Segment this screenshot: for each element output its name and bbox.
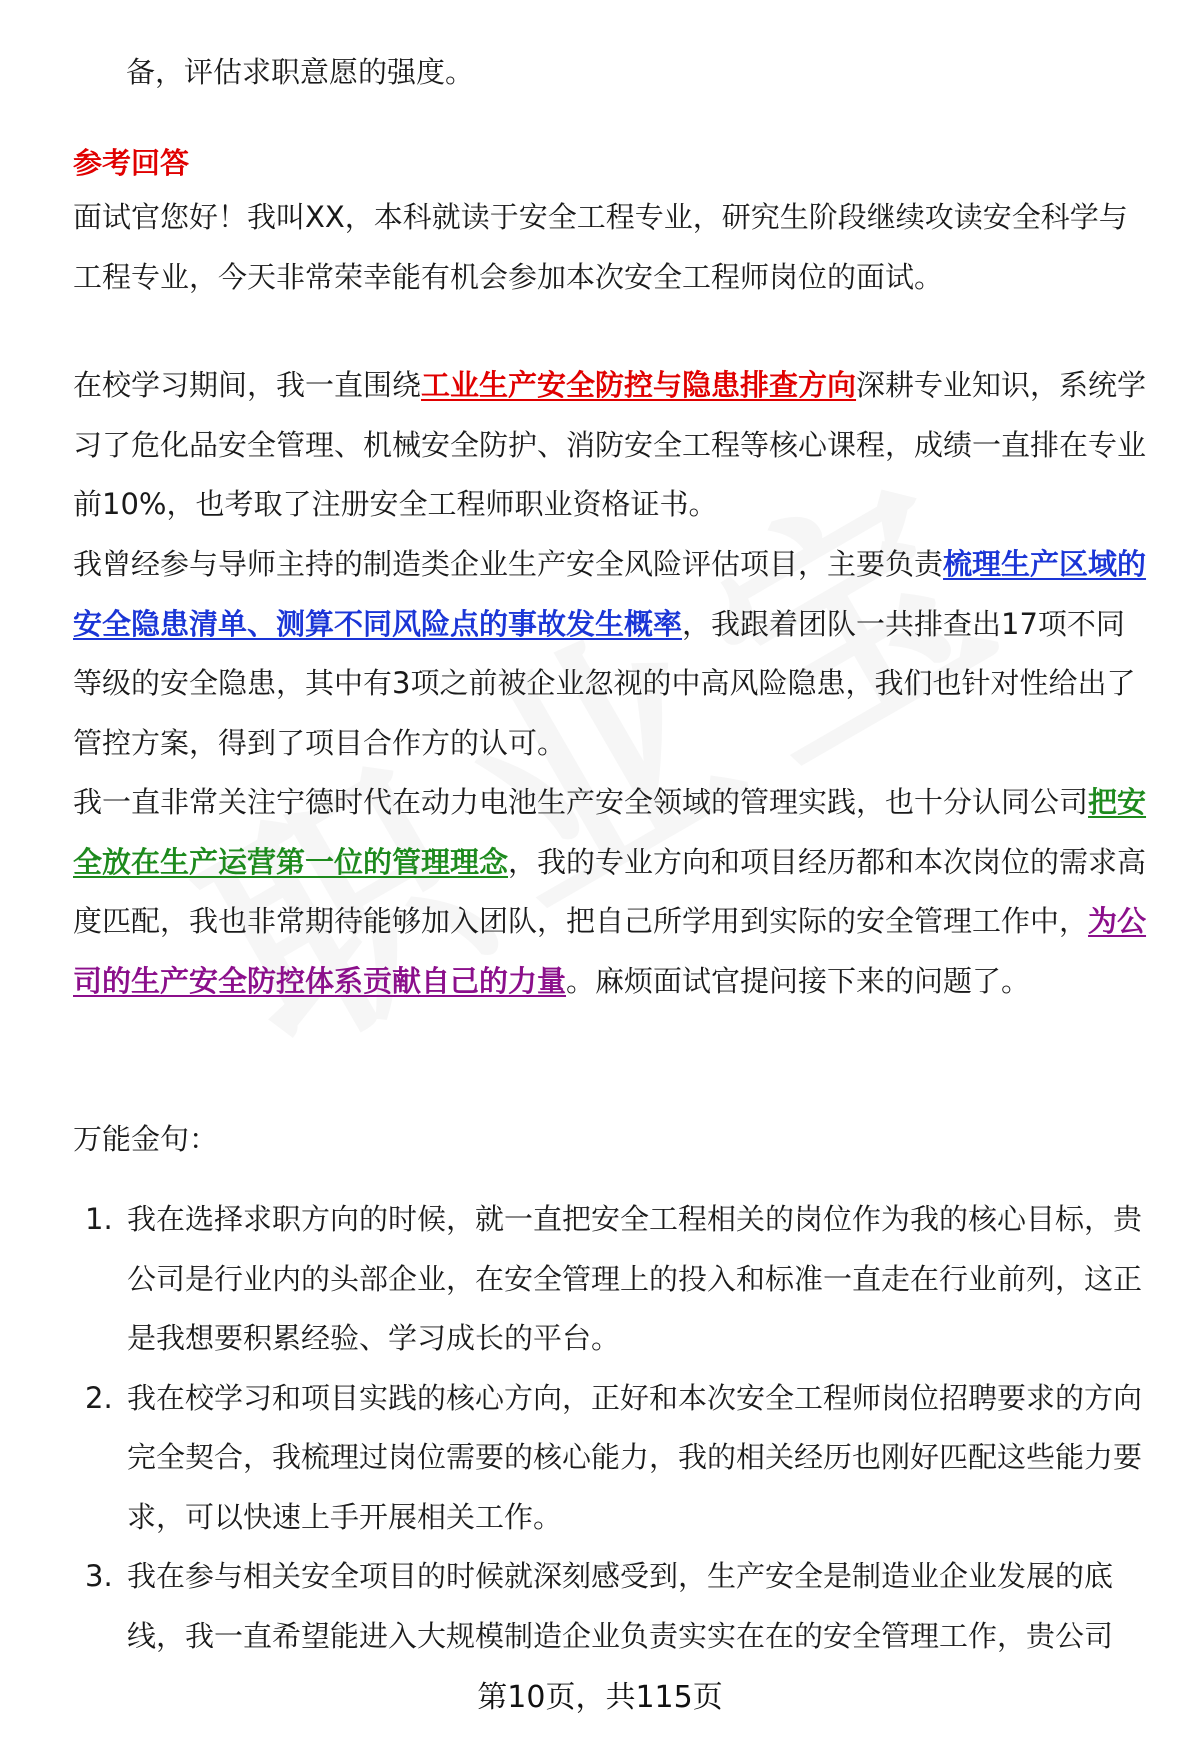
list-item-text: 我在校学习和项目实践的核心方向，正好和本次安全工程师岗位招聘要求的方向完全契合，我梳理过岗位需要的核心能力，我的相关经历也刚好匹配这些能力要求，可以快速上手开展相关工作。 bbox=[127, 1380, 1143, 1534]
intro-line: 备，评估求职意愿的强度。 bbox=[126, 55, 475, 89]
list-item-text: 我在参与相关安全项目的时候就深刻感受到，生产安全是制造业企业发展的底线，我一直希望能进入大规模制造企业负责实实在在的安全管理工作，贵公司 bbox=[127, 1559, 1114, 1653]
list-item-number: 2. bbox=[85, 1380, 113, 1415]
paragraph-project-pre: 我曾经参与导师主持的制造类企业生产安全风险评估项目，主要负责 bbox=[73, 547, 944, 581]
paragraph-project-post: ，我跟着团队一共排查出17项不同等级的安全隐患，其中有3项之前被企业忽视的中高风险隐患，我们也针对性给出了管控方案，得到了项目合作方的认可。 bbox=[73, 606, 1136, 760]
paragraph-motivation bbox=[73, 773, 1153, 1011]
highlight-management-philosophy: 把安全放在生产运营第一位的管理理念 bbox=[73, 785, 1147, 879]
paragraph-motivation-post: 。麻烦面试官提问接下来的问题了。 bbox=[566, 963, 1031, 998]
section-heading: 参考回答 bbox=[73, 146, 190, 180]
page-footer: 第10页，共115页 bbox=[477, 1680, 723, 1715]
paragraph-motivation-pre: 我一直非常关注宁德时代在动力电池生产安全领域的管理实践，也十分认同公司 bbox=[73, 785, 1089, 819]
highlight-contribution: 为公司的生产安全防控体系贡献自己的力量 bbox=[73, 904, 1147, 998]
golden-sentences-title: 万能金句： bbox=[73, 1122, 219, 1156]
highlight-project-duty: 梳理生产区域的安全隐患清单、测算不同风险点的事故发生概率 bbox=[73, 547, 1147, 641]
golden-sentences-list bbox=[73, 1190, 1153, 1666]
list-item bbox=[73, 1190, 1153, 1369]
list-item bbox=[73, 1547, 1153, 1666]
paragraph-study bbox=[73, 356, 1153, 535]
paragraph-study-post: 深耕专业知识，系统学习了危化品安全管理、机械安全防护、消防安全工程等核心课程，成绩一直排在专业前10%，也考取了注册安全工程师职业资格证书。 bbox=[73, 368, 1147, 521]
paragraph-motivation-mid: ，我的专业方向和项目经历都和本次岗位的需求高度匹配，我也非常期待能够加入团队，把自己所学用到实际的安全管理工作中， bbox=[73, 844, 1147, 938]
paragraph-project bbox=[73, 535, 1153, 773]
list-item-number: 1. bbox=[85, 1202, 113, 1236]
paragraph-study-pre: 在校学习期间，我一直围绕 bbox=[73, 368, 422, 402]
paragraph-greeting: 面试官您好！我叫XX，本科就读于安全工程专业，研究生阶段继续攻读安全科学与工程专业，今天非常荣幸能有机会参加本次安全工程师岗位的面试。 bbox=[73, 200, 1128, 294]
list-item-number: 3. bbox=[85, 1559, 113, 1593]
list-item bbox=[73, 1369, 1153, 1548]
highlight-study-direction: 工业生产安全防控与隐患排查方向 bbox=[421, 368, 857, 402]
list-item-text: 我在选择求职方向的时候，就一直把安全工程相关的岗位作为我的核心目标，贵公司是行业内的头部企业，在安全管理上的投入和标准一直走在行业前列，这正是我想要积累经验、学习成长的平台。 bbox=[127, 1202, 1143, 1355]
